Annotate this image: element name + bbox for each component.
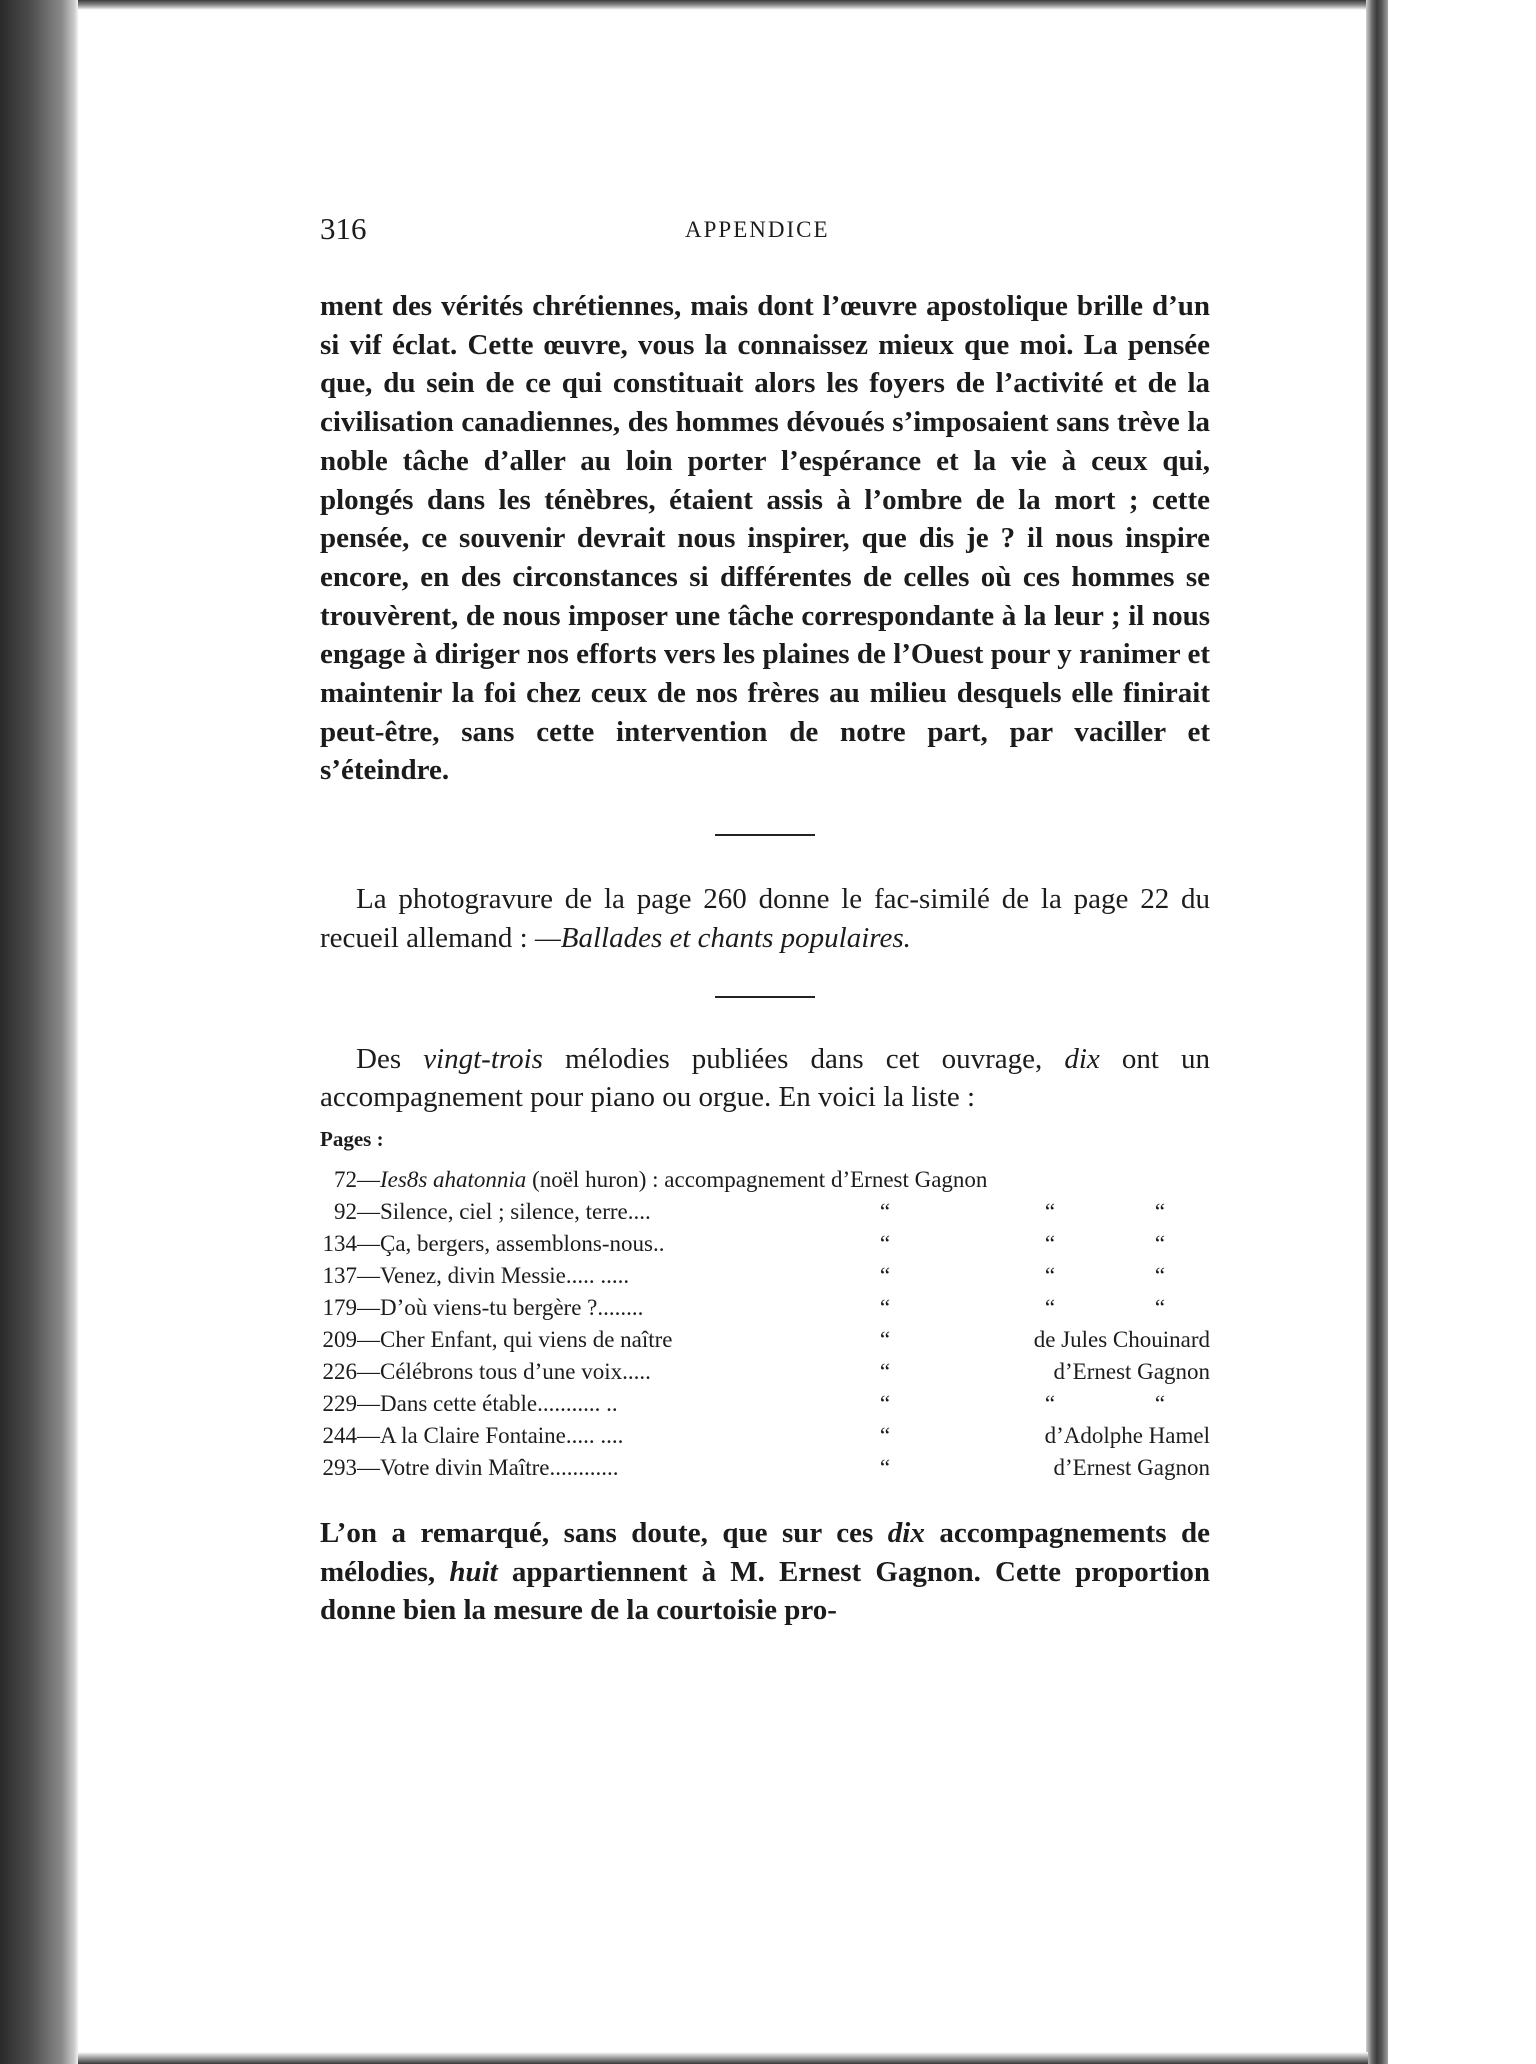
melody-title: Cher Enfant, qui viens de naître <box>380 1326 673 1352</box>
page-ref: 293— <box>322 1454 380 1480</box>
intro-emphasis: vingt-trois <box>423 1042 543 1075</box>
arranger: d’Ernest Gagnon <box>1053 1454 1210 1480</box>
pages-label: Pages : <box>320 1126 384 1151</box>
melody-title: Ies8s ahatonnia <box>380 1166 527 1192</box>
melody-title: Ça, bergers, assemblons-nous.. <box>380 1230 665 1256</box>
page-ref: 209— <box>322 1326 380 1352</box>
ditto-mark: “ <box>1044 1294 1056 1320</box>
list-item <box>320 1164 1210 1196</box>
intro-emphasis: dix <box>1064 1042 1100 1075</box>
page-ref: 137— <box>322 1262 380 1288</box>
page-number: 316 <box>320 211 367 246</box>
list-item <box>320 1388 1210 1420</box>
page-ref: 92— <box>334 1198 380 1224</box>
melody-title: Votre divin Maître............ <box>380 1454 619 1480</box>
conclusion-emphasis: dix <box>887 1516 925 1549</box>
book-spine-shadow <box>0 0 78 2064</box>
melody-list <box>320 1164 1210 1484</box>
conclusion-emphasis: huit <box>449 1555 498 1588</box>
book-page <box>320 205 1210 1630</box>
ditto-mark: “ <box>1044 1230 1056 1256</box>
list-item <box>320 1196 1210 1228</box>
section-rule <box>715 834 815 836</box>
melody-title: Venez, divin Messie..... ..... <box>380 1262 630 1288</box>
running-title: APPENDICE <box>685 217 830 242</box>
arranger: de Jules Chouinard <box>1033 1326 1210 1352</box>
melody-entry <box>380 1164 987 1196</box>
ditto-mark: “ <box>1154 1390 1166 1416</box>
paragraph-melodies-intro <box>320 1040 1210 1117</box>
conclusion-text: L’on a remarqué, sans doute, que sur ces <box>320 1516 888 1549</box>
ditto-mark: “ <box>1044 1198 1056 1224</box>
arranger: d’Ernest Gagnon <box>1053 1358 1210 1384</box>
accompaniment-note: (noël huron) : accompagnement d’Ernest Gagnon <box>526 1166 988 1192</box>
intro-text: mélodies publiées dans cet ouvrage, <box>542 1042 1065 1075</box>
scan-bottom-edge <box>78 2052 1368 2064</box>
ditto-mark: “ <box>879 1198 891 1224</box>
ditto-mark: “ <box>1154 1294 1166 1320</box>
ditto-mark: “ <box>879 1230 891 1256</box>
ditto-mark: “ <box>879 1262 891 1288</box>
melody-title: Silence, ciel ; silence, terre.... <box>380 1198 651 1224</box>
list-item <box>320 1356 1210 1388</box>
conclusion-text: appartiennent à M. Ernest Gagnon. Cette proportion donne bien la mesure de la courtoisie pro- <box>320 1555 1210 1627</box>
scan-right-edge <box>1366 0 1388 2064</box>
paragraph-conclusion <box>320 1514 1210 1630</box>
section-rule <box>715 996 815 998</box>
ditto-mark: “ <box>1154 1262 1166 1288</box>
page-ref: 226— <box>322 1358 380 1384</box>
intro-text: Des <box>356 1042 424 1075</box>
ditto-mark: “ <box>1154 1230 1166 1256</box>
melody-title: Dans cette étable........... .. <box>380 1390 618 1416</box>
list-item <box>320 1452 1210 1484</box>
melody-title: Célébrons tous d’une voix..... <box>380 1358 651 1384</box>
list-item <box>320 1228 1210 1260</box>
scan-top-edge <box>78 0 1368 10</box>
ditto-mark: “ <box>1044 1262 1056 1288</box>
ditto-mark: “ <box>879 1390 891 1416</box>
ditto-mark: “ <box>879 1326 891 1352</box>
paragraph-photogravure <box>320 880 1210 957</box>
photogravure-text: La photogravure de la page 260 donne le fac-similé de la page 22 du recueil allemand : <box>320 883 1210 954</box>
ditto-mark: “ <box>879 1454 891 1480</box>
paragraph-continued: ment des vérités chrétiennes, mais dont l’œuvre apostolique brille d’un si vif éclat. Cette œuvre, vous la connaissez mieux que moi. La pensée que, du sein de ce qui constituait alors les foyers de l’activité et de la civilisation canadiennes, des hommes dévoués s’imposaient sans trève la noble tâche d’aller au loin porter l’espérance et la vie à ceux qui, plongés dans les ténèbres, étaient assis à l’ombre de la mort ; cette pensée, ce souvenir devrait nous inspirer, que dis je ? il nous inspire encore, en des circonstances si différentes de celles où ces hommes se trouvèrent, de nous imposer une tâche correspondante à la leur ; il nous engage à diriger nos efforts vers les plaines de l’Ouest pour y ranimer et maintenir la foi chez ceux de nos frères au milieu desquels elle finirait peut-être, sans cette intervention de notre part, par vaciller et s’éteindre. <box>320 290 1210 787</box>
ditto-mark: “ <box>1044 1390 1056 1416</box>
melody-title: D’où viens-tu bergère ?........ <box>380 1294 644 1320</box>
page-ref: 229— <box>322 1390 380 1416</box>
intro-text: ont un accompagnement pour piano ou orgue. En voici la liste : <box>320 1042 1211 1114</box>
list-item <box>320 1324 1210 1356</box>
page-ref: 179— <box>322 1294 380 1320</box>
ditto-mark: “ <box>879 1422 891 1448</box>
list-item <box>320 1260 1210 1292</box>
melody-title: A la Claire Fontaine..... .... <box>380 1422 624 1448</box>
ditto-mark: “ <box>879 1358 891 1384</box>
page-ref: 134— <box>322 1230 380 1256</box>
running-head <box>320 205 1210 255</box>
collection-title: —Ballades et chants populaires. <box>534 921 911 954</box>
list-item <box>320 1292 1210 1324</box>
conclusion-text: accompagnements de mélodies, <box>320 1516 1210 1588</box>
arranger: d’Adolphe Hamel <box>1044 1422 1210 1448</box>
list-item <box>320 1420 1210 1452</box>
ditto-mark: “ <box>879 1294 891 1320</box>
ditto-mark: “ <box>1154 1198 1166 1224</box>
page-ref: 72— <box>334 1166 380 1192</box>
page-ref: 244— <box>322 1422 380 1448</box>
